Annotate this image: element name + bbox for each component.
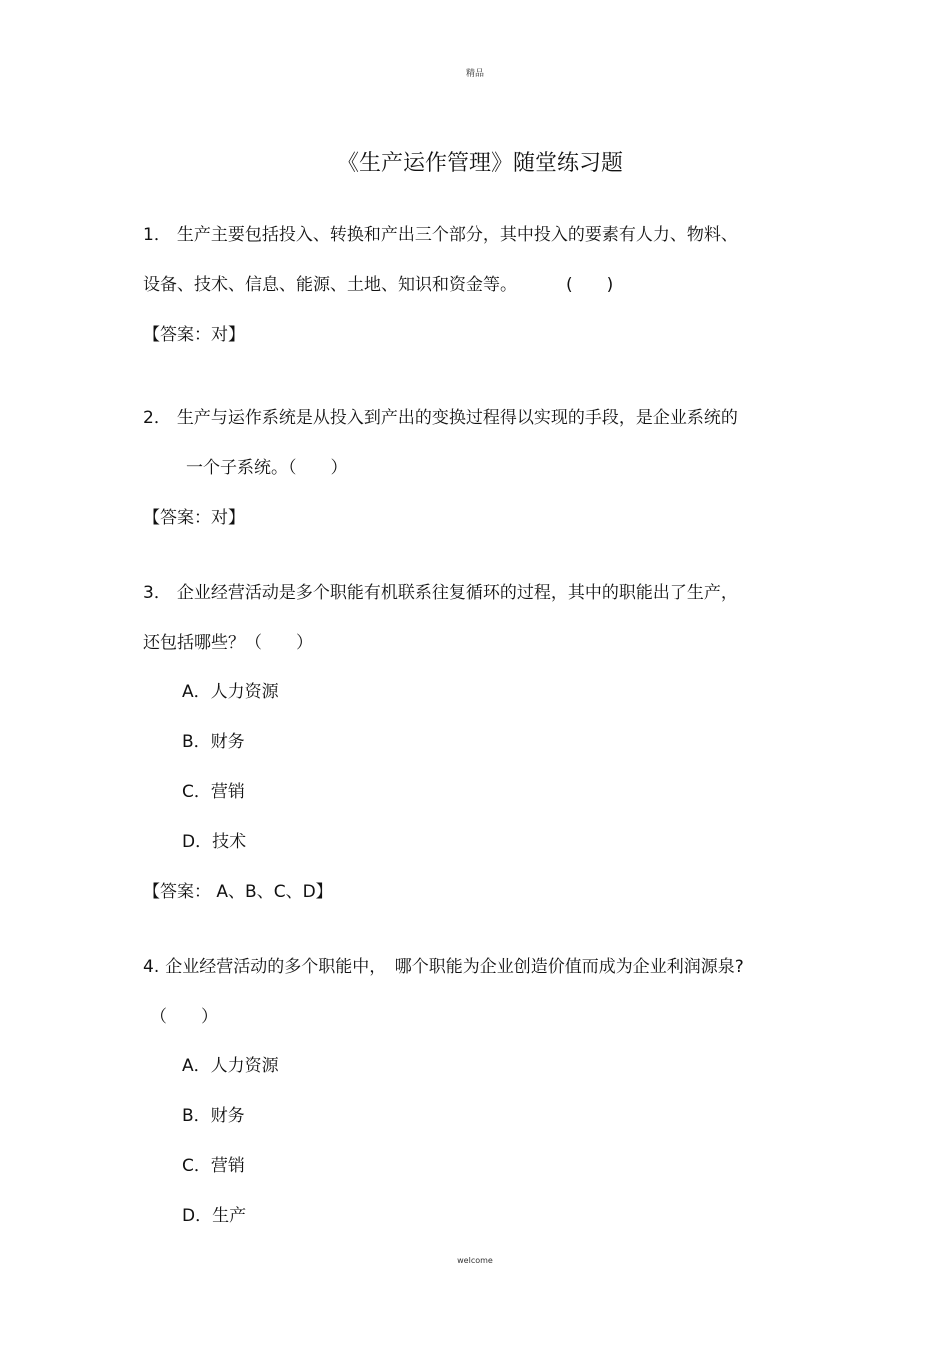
question-4-line-2: （ ）: [150, 1007, 218, 1027]
question-3-option-b: B．财务: [182, 732, 245, 752]
question-4-option-c: C．营销: [182, 1156, 245, 1176]
question-1-answer: 【答案：对】: [143, 325, 245, 345]
question-4-number: 4.: [143, 957, 160, 977]
question-3-text-1: 企业经营活动是多个职能有机联系往复循环的过程，其中的职能出了生产，: [176, 583, 738, 603]
page-header: 精品: [465, 69, 484, 79]
question-4-option-d: D．生产: [182, 1206, 247, 1226]
question-2-answer: 【答案：对】: [143, 508, 245, 528]
question-1-line-1: [143, 223, 738, 247]
question-2-text-1: 生产与运作系统是从投入到产出的变换过程得以实现的手段，是企业系统的: [176, 408, 738, 428]
question-3-option-a: A．人力资源: [182, 682, 279, 702]
question-4-option-b: B．财务: [182, 1106, 245, 1126]
question-3-answer: 【答案： A、B、C、D】: [143, 882, 333, 902]
question-1-text-1: 生产主要包括投入、转换和产出三个部分，其中投入的要素有人力、物料、: [176, 225, 738, 245]
question-3-option-d: D．技术: [182, 832, 247, 852]
question-3-line-1: [143, 581, 738, 605]
question-4-option-a: A．人力资源: [182, 1056, 279, 1076]
question-3-option-c: C．营销: [182, 782, 245, 802]
question-3-line-2: 还包括哪些？（ ）: [143, 633, 313, 653]
question-1-number: 1．: [143, 225, 171, 245]
question-2-line-1: [143, 406, 738, 430]
question-2-number: 2．: [143, 408, 171, 428]
question-1-blank: ( ): [566, 275, 614, 295]
question-2-line-2: 一个子系统。（ ）: [186, 458, 348, 478]
question-4-line-1: [143, 955, 744, 979]
page-footer: welcome: [457, 1256, 493, 1265]
question-4-text-1: 企业经营活动的多个职能中， 哪个职能为企业创造价值而成为企业利润源泉?: [165, 957, 744, 977]
question-1-line-2: [143, 273, 517, 297]
question-1-text-2: 设备、技术、信息、能源、土地、知识和资金等。: [143, 275, 517, 295]
question-3-number: 3．: [143, 583, 171, 603]
document-title: 《生产运作管理》随堂练习题: [336, 151, 623, 176]
